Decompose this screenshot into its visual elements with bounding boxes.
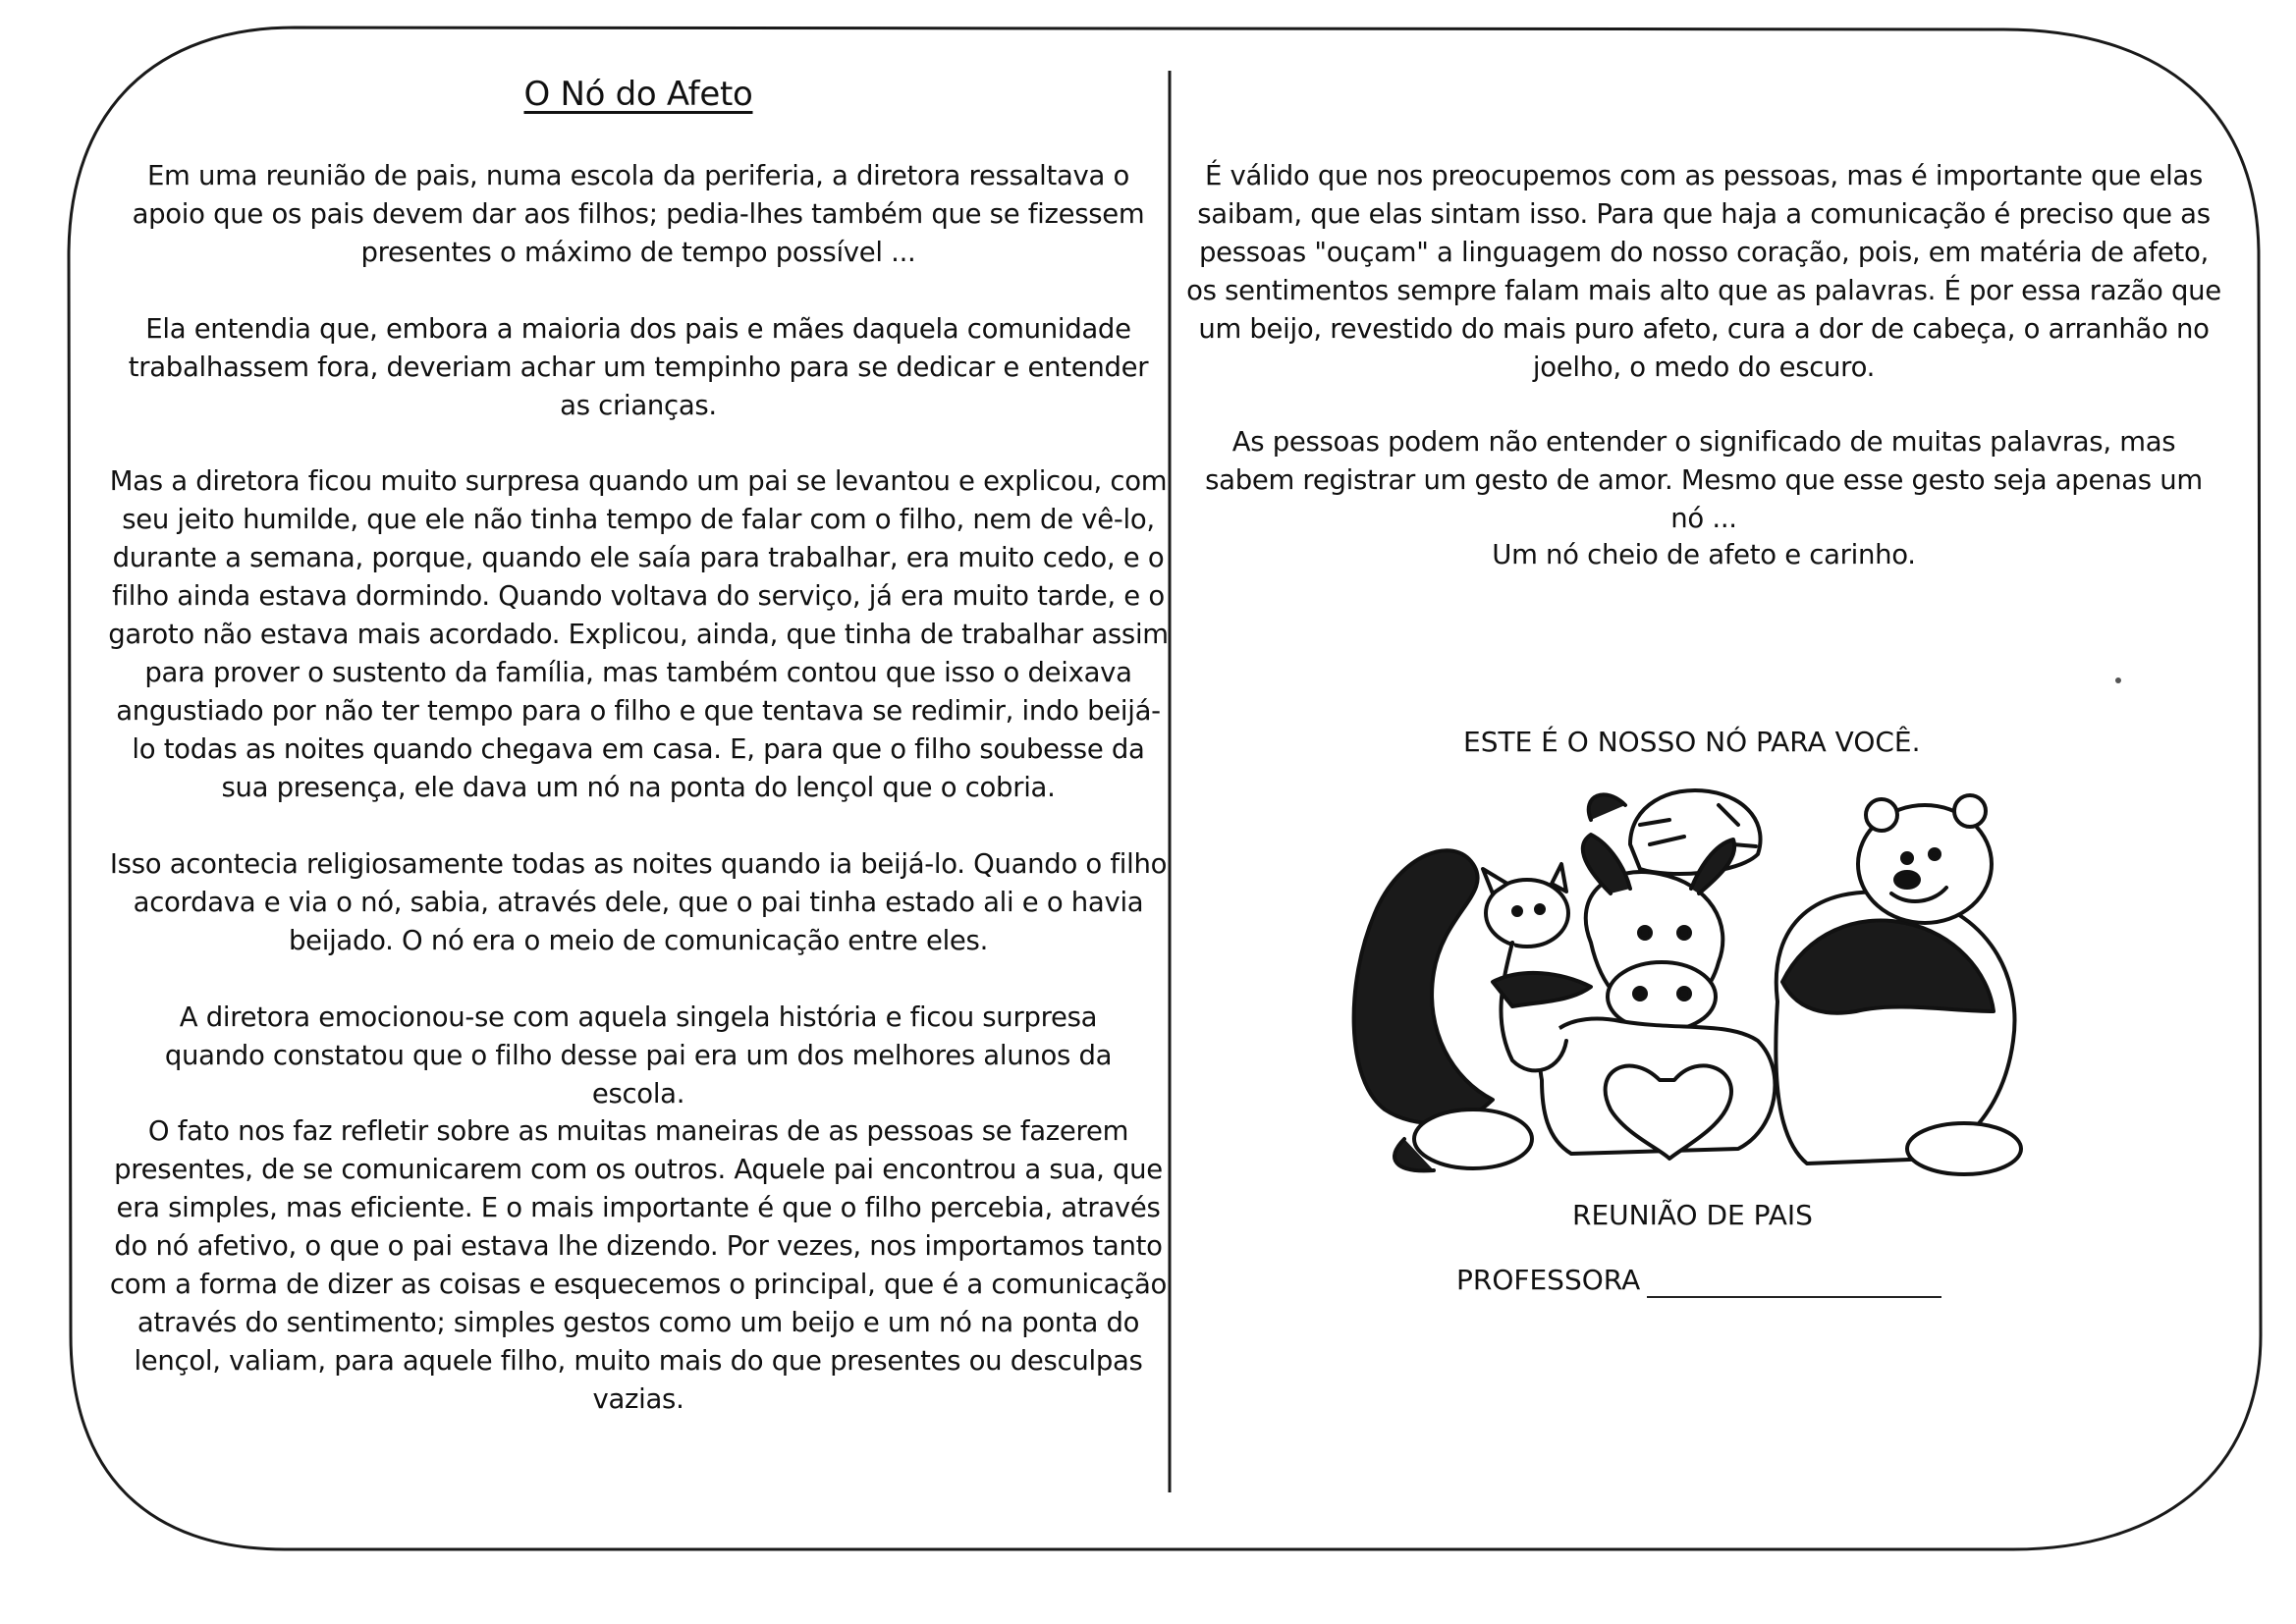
paragraph-1: Em uma reunião de pais, numa escola da periferia, a diretora ressaltava o apoio que os pais devem dar aos filhos; pedia-lhes também que se fizessem presentes o máximo de tempo possível ... (132, 160, 1145, 268)
right-paragraph-2: As pessoas podem não entender o significado de muitas palavras, mas sabem registrar um gesto de amor. Mesmo que esse gesto seja apenas um nó ... (1205, 426, 2203, 534)
paragraph-3: Mas a diretora ficou muito surpresa quando um pai se levantou e explicou, com seu jeito humilde, que ele não tinha tempo de falar com o filho, nem de vê-lo, durante a semana, porque, quando ele saía para trabalhar, era muito cedo, e o filho ainda estava dormindo. Quando voltava do serviço, já era muito tarde, e o garoto não estava mais acordado. Explicou, ainda, que tinha de trabalhar assim para prover o sustento da família, mas também contou que isso o deixava angustiado por não ter tempo para o filho e que tentava se redimir, indo beijá-lo todas as noites quando chegava em casa. E, para que o filho soubesse da sua presença, ele dava um nó na ponta do lençol que o cobria. (108, 465, 1169, 803)
right-paragraph-3: Um nó cheio de afeto e carinho. (1492, 539, 1916, 570)
teacher-name-blank-line[interactable] (1647, 1296, 1941, 1298)
event-label: REUNIÃO DE PAIS (1572, 1199, 1813, 1231)
dedication-text: ESTE É O NOSSO NÓ PARA VOCÊ. (1463, 726, 1921, 758)
paragraph-4: Isso acontecia religiosamente todas as noites quando ia beijá-lo. Quando o filho acordava e via o nó, sabia, através dele, que o pai tinha estado ali e o havia beijado. O nó era o meio de comunicação entre eles. (109, 848, 1168, 956)
pooh-friends-illustration (1345, 785, 2052, 1178)
paragraph-6: O fato nos faz refletir sobre as muitas maneiras de as pessoas se fazerem presentes, de se comunicarem com os outros. Aquele pai encontrou a sua, que era simples, mas eficiente. E o mais importante é que o filho percebia, através do nó afetivo, o que o pai estava lhe dizendo. Por vezes, nos importamos tanto com a forma de dizer as coisas e esquecemos o principal, que é a comunicação através do sentimento; simples gestos como um beijo e um nó na ponta do lençol, valiam, para aquele filho, muito mais do que presentes ou desculpas vazias. (109, 1115, 1168, 1415)
teacher-label: PROFESSORA (1456, 1264, 1641, 1296)
right-paragraph-1: É válido que nos preocupemos com as pessoas, mas é importante que elas saibam, que elas sintam isso. Para que haja a comunicação é preciso que as pessoas "ouçam" a linguagem do nosso coração, pois, em matéria de afeto, os sentimentos sempre falam mais alto que as palavras. É por essa razão que um beijo, revestido do mais puro afeto, cura a dor de cabeça, o arranhão no joelho, o medo do escuro. (1186, 160, 2221, 383)
scan-speck (2115, 677, 2121, 683)
paragraph-5: A diretora emocionou-se com aquela singela história e ficou surpresa quando constatou que o filho desse pai era um dos melhores alunos da escola. (164, 1001, 1113, 1110)
paragraph-2: Ela entendia que, embora a maioria dos pais e mães daquela comunidade trabalhassem fora, deveriam achar um tempinho para se dedicar e entender as crianças. (128, 313, 1149, 421)
story-title: O Nó do Afeto (523, 75, 753, 114)
